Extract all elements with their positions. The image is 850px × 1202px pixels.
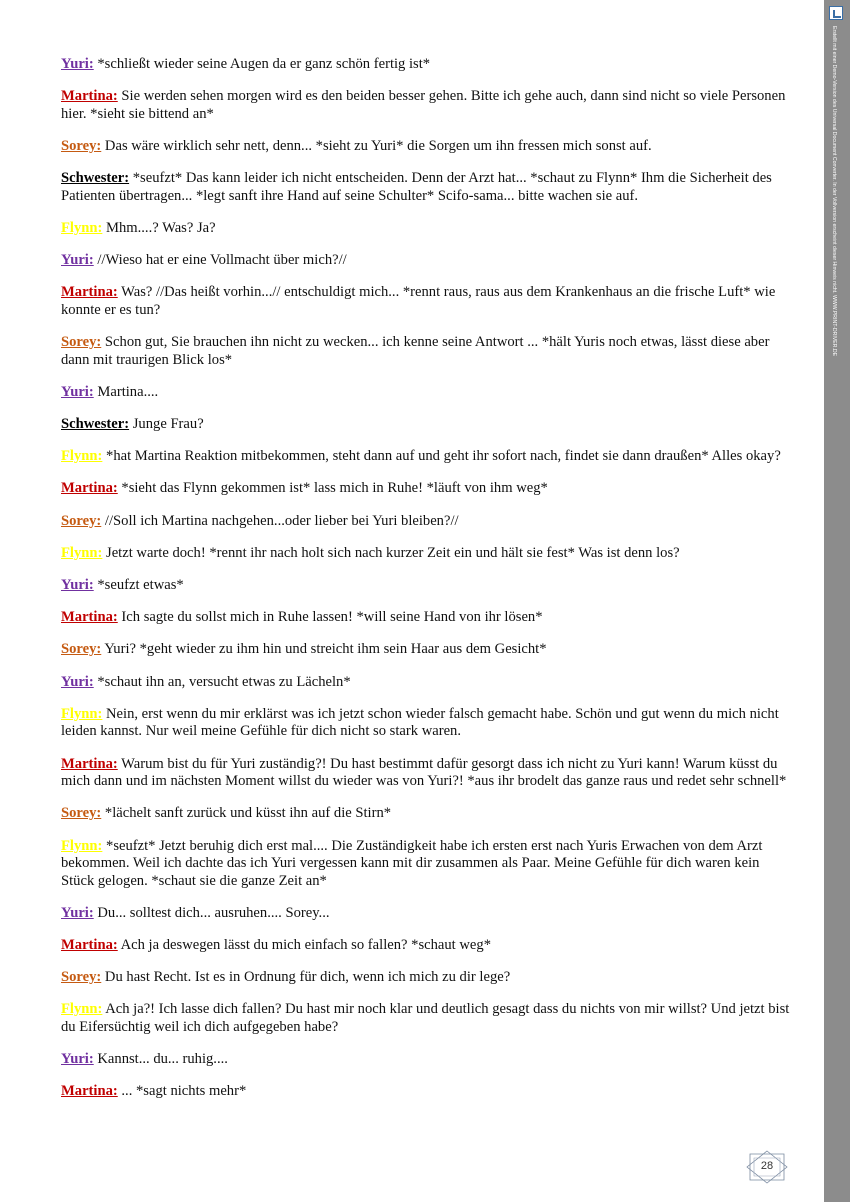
speaker-name: Sorey: bbox=[61, 334, 102, 351]
speech-text: //Soll ich Martina nachgehen...oder lieber bei Yuri bleiben?// bbox=[104, 512, 459, 529]
speaker-name: Yuri: bbox=[61, 673, 94, 690]
dialogue-line bbox=[61, 252, 791, 270]
speech-text: Sie werden sehen morgen wird es den beiden besser gehen. Bitte ich gehe auch, dann sind nicht so viele Personen hier. *sieht sie bittend an* bbox=[61, 88, 786, 122]
dialogue-line bbox=[61, 334, 791, 369]
speaker-name: Sorey: bbox=[61, 969, 102, 986]
speaker-name: Martina: bbox=[61, 480, 118, 497]
speech-text: Kannst... du... ruhig.... bbox=[97, 1051, 228, 1068]
speech-text: Du... solltest dich... ausruhen.... Sorey... bbox=[97, 904, 330, 921]
dialogue-line bbox=[61, 905, 791, 923]
dialogue-line bbox=[61, 577, 791, 595]
speech-text: Mhm....? Was? Ja? bbox=[106, 219, 216, 236]
speaker-name: Schwester: bbox=[61, 170, 130, 187]
speech-text: *schließt wieder seine Augen da er ganz schön fertig ist* bbox=[97, 56, 431, 72]
speaker-name: Yuri: bbox=[61, 1051, 94, 1068]
speaker-name: Sorey: bbox=[61, 805, 102, 822]
dialogue-line bbox=[61, 138, 791, 156]
speech-text: ... *sagt nichts mehr* bbox=[121, 1083, 247, 1100]
speaker-name: Yuri: bbox=[61, 577, 94, 593]
speaker-name: Schwester: bbox=[61, 416, 130, 433]
speaker-name: Martina: bbox=[61, 609, 118, 626]
speaker-name: Martina: bbox=[61, 937, 118, 954]
speech-text: Martina.... bbox=[97, 383, 159, 400]
speaker-name: Yuri: bbox=[61, 56, 94, 72]
demo-watermark-text: Erstellt mit einer Demo-Version des Universal Document Converter. In der Vollversion erscheint dieser Hinweis nicht. WWW.PRINT-DRIVER.DE bbox=[831, 26, 837, 357]
speech-text: Du hast Recht. Ist es in Ordnung für dich, wenn ich mich zu dir lege? bbox=[104, 969, 511, 986]
dialogue-line bbox=[61, 1001, 791, 1036]
speaker-name: Martina: bbox=[61, 88, 118, 105]
speaker-name: Sorey: bbox=[61, 641, 102, 658]
dialogue-line bbox=[61, 609, 791, 627]
speech-text: Jetzt warte doch! *rennt ihr nach holt sich nach kurzer Zeit ein und hält sie fest* Was ist denn los? bbox=[106, 544, 680, 561]
dialogue-line bbox=[61, 545, 791, 563]
speaker-name: Yuri: bbox=[61, 904, 94, 921]
speech-text: *seufzt* Das kann leider ich nicht entscheiden. Denn der Arzt hat... *schaut zu Flynn* Ihm die Sicherheit des Patienten übertragen... *legt sanft ihre Hand auf seine Schulter* Scifo-sama... bitte wachen sie auf. bbox=[61, 170, 772, 204]
speaker-name: Flynn: bbox=[61, 705, 103, 722]
dialogue-line bbox=[61, 1083, 791, 1101]
speech-text: //Wieso hat er eine Vollmacht über mich?// bbox=[97, 252, 347, 269]
converter-logo-icon bbox=[829, 6, 843, 20]
dialogue bbox=[61, 56, 791, 1116]
speech-text: *lächelt sanft zurück und küsst ihn auf die Stirn* bbox=[104, 805, 392, 822]
speaker-name: Martina: bbox=[61, 1083, 118, 1100]
speaker-name: Flynn: bbox=[61, 1001, 103, 1018]
speaker-name: Yuri: bbox=[61, 383, 94, 400]
speech-text: Ach ja?! Ich lasse dich fallen? Du hast mir noch klar und deutlich gesagt dass du nichts von mir willst? Und jetzt bist du Eifersüchtig weil ich dich aufgegeben habe? bbox=[61, 1001, 790, 1036]
speech-text: Was? //Das heißt vorhin...// entschuldigt mich... *rennt raus, raus aus dem Krankenhaus an die frische Luft* wie konnte er es tun? bbox=[61, 284, 776, 318]
dialogue-line bbox=[61, 641, 791, 659]
speech-text: *hat Martina Reaktion mitbekommen, steht dann auf und geht ihr sofort nach, findet sie dann draußen* Alles okay? bbox=[106, 448, 781, 465]
speech-text: *sieht das Flynn gekommen ist* lass mich in Ruhe! *läuft von ihm weg* bbox=[121, 480, 548, 497]
dialogue-line bbox=[61, 513, 791, 531]
page-number: 28 bbox=[760, 1160, 774, 1172]
speaker-name: Sorey: bbox=[61, 137, 102, 154]
dialogue-line bbox=[61, 284, 791, 319]
dialogue-line bbox=[61, 937, 791, 955]
dialogue-line bbox=[61, 88, 791, 123]
speaker-name: Flynn: bbox=[61, 448, 103, 465]
dialogue-line bbox=[61, 56, 791, 74]
speaker-name: Flynn: bbox=[61, 837, 103, 854]
speaker-name: Sorey: bbox=[61, 512, 102, 529]
dialogue-line bbox=[61, 220, 791, 238]
dialogue-line bbox=[61, 416, 791, 434]
dialogue-line bbox=[61, 674, 791, 692]
page-number-box bbox=[746, 1150, 788, 1184]
dialogue-line bbox=[61, 756, 791, 791]
speech-text: Warum bist du für Yuri zuständig?! Du hast bestimmt dafür gesorgt dass ich nicht zu Yuri kann! Warum küsst du mich dann und im nächsten Moment willst du wieder was von Yuri?! *aus ihr brodelt das ganze raus und redet sehr schnell* bbox=[61, 755, 787, 790]
speech-text: Yuri? *geht wieder zu ihm hin und streicht ihm sein Haar aus dem Gesicht* bbox=[104, 641, 547, 658]
speech-text: Junge Frau? bbox=[132, 416, 204, 433]
speech-text: Das wäre wirklich sehr nett, denn... *sieht zu Yuri* die Sorgen um ihn fressen mich sonst auf. bbox=[104, 137, 652, 154]
speech-text: *seufzt* Jetzt beruhig dich erst mal.... Die Zuständigkeit habe ich ersten erst nach Yuris Erwachen von dem Arzt bekommen. Weil ich dachte das ich Yuri vergessen kann mit dir zusammen als Paar. Meine Gefühle für dich waren kein Stück gelogen. *schaut sie die ganze Zeit an* bbox=[61, 837, 763, 889]
speaker-name: Flynn: bbox=[61, 219, 103, 236]
speech-text: *seufzt etwas* bbox=[97, 577, 184, 593]
demo-watermark-bar bbox=[824, 0, 850, 1202]
speech-text: Ach ja deswegen lässt du mich einfach so fallen? *schaut weg* bbox=[120, 937, 491, 954]
speech-text: *schaut ihn an, versucht etwas zu Lächeln* bbox=[97, 673, 351, 690]
speech-text: Nein, erst wenn du mir erklärst was ich jetzt schon wieder falsch gemacht habe. Schön und gut wenn du mich nicht leiden kannst. Nur weil meine Gefühle für dich nicht so stark waren. bbox=[61, 705, 779, 740]
dialogue-line bbox=[61, 706, 791, 741]
speech-text: Schon gut, Sie brauchen ihn nicht zu wecken... ich kenne seine Antwort ... *hält Yuris noch etwas, lässt diese aber dann mit traurigen Blick los* bbox=[61, 334, 770, 368]
speaker-name: Flynn: bbox=[61, 544, 103, 561]
speech-text: Ich sagte du sollst mich in Ruhe lassen! *will seine Hand von ihr lösen* bbox=[121, 609, 543, 626]
speaker-name: Yuri: bbox=[61, 252, 94, 269]
dialogue-line bbox=[61, 170, 791, 205]
dialogue-line bbox=[61, 384, 791, 402]
dialogue-line bbox=[61, 969, 791, 987]
dialogue-line bbox=[61, 838, 791, 891]
dialogue-line bbox=[61, 480, 791, 498]
dialogue-line bbox=[61, 1051, 791, 1069]
speaker-name: Martina: bbox=[61, 284, 118, 301]
speaker-name: Martina: bbox=[61, 755, 118, 772]
dialogue-line bbox=[61, 448, 791, 466]
dialogue-line bbox=[61, 805, 791, 823]
